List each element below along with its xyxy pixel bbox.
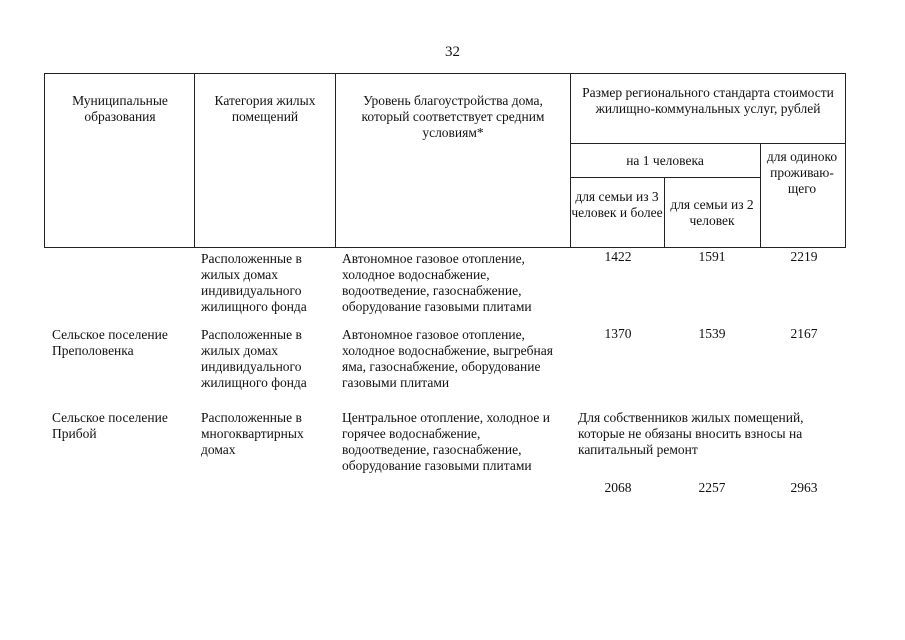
col-line-0 (44, 73, 45, 248)
row2-amenities: Автономное газовое отопление, холодное водоснабжение, выгребная яма, газоснабжение, оборудование газовыми плитами (342, 327, 553, 390)
row3-value-family2: 2257 (698, 480, 726, 495)
col-line-2 (335, 73, 336, 248)
page-number: 32 (445, 44, 460, 60)
header-amenities: Уровень благоустройства дома, который соответствует средним условиям* (361, 93, 545, 140)
header-divider-3 (570, 177, 760, 178)
row3-amenities: Центральное отопление, холодное и горячее водоснабжение, водоотведение, газоснабжение, оборудование газовыми плитами (342, 410, 550, 473)
row2-value-family2: 1539 (698, 326, 726, 341)
row3-value-family3: 2068 (604, 480, 632, 495)
header-divider-1 (570, 143, 846, 144)
row1-category: Расположенные в жилых домах индивидуального жилищного фонда (201, 251, 307, 314)
row2-municipality: Сельское поселение Преполовенка (52, 327, 168, 358)
row2-value-single: 2167 (790, 326, 818, 341)
table-bottom-border (44, 247, 846, 248)
col-line-5 (760, 143, 761, 248)
row3-category: Расположенные в многоквартирных домах (201, 410, 304, 457)
row3-value-single: 2963 (790, 480, 818, 495)
col-line-1 (194, 73, 195, 248)
table-header (44, 73, 846, 248)
header-standard: Размер регионального стандарта стоимости жилищно-коммунальных услуг, рублей (582, 85, 834, 116)
header-family2: для семьи из 2 человек (670, 197, 754, 228)
header-per-person: на 1 человека (626, 153, 704, 168)
row3-municipality: Сельское поселение Прибой (52, 410, 168, 441)
row1-value-single: 2219 (790, 249, 818, 264)
header-municipality: Муниципальные образования (72, 93, 168, 124)
row2-category: Расположенные в жилых домах индивидуального жилищного фонда (201, 327, 307, 390)
table-top-border (44, 73, 846, 74)
header-category: Категория жилых помещений (214, 93, 316, 124)
col-line-6 (845, 73, 846, 248)
row3-note: Для собственников жилых помещений, которые не обязаны вносить взносы на капитальный ремонт (578, 410, 804, 457)
row1-value-family2: 1591 (698, 249, 726, 264)
row1-value-family3: 1422 (604, 249, 632, 264)
row2-value-family3: 1370 (604, 326, 632, 341)
header-family3: для семьи из 3 человек и более (571, 189, 663, 220)
header-single: для одиноко проживаю-щего (766, 149, 838, 196)
row1-amenities: Автономное газовое отопление, холодное водоснабжение, водоотведение, газоснабжение, оборудование газовыми плитами (342, 251, 532, 314)
